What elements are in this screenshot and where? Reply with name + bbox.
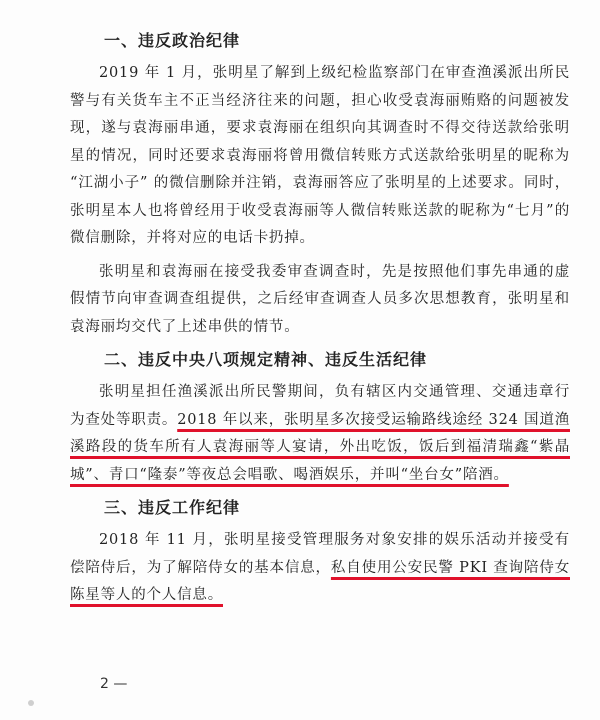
section-3-text: 2018 年 11 月，张明星接受管理服务对象安排的娱乐活动并接受有偿陪侍后，为了解陪侍女的基本信息， <box>70 532 570 576</box>
page-number-value: 2 <box>100 676 109 692</box>
section-2-text: 张明星担任渔溪派出所民警期间，负有辖区内交通管理、交通违章行为查处等职责。 <box>70 384 570 428</box>
page-number-dash: — <box>113 676 128 692</box>
page-number <box>100 676 127 692</box>
section-heading-3: 三、违反工作纪律 <box>104 498 241 517</box>
section-1-paragraph-1: 2019 年 1 月，张明星了解到上级纪检监察部门在审查渔溪派出所民警与有关货车主不正当经济往来的问题，担心收受袁海丽贿赂的问题被发现，遂与袁海丽串通，要求袁海丽在组织向其调查时不得交待送款给张明星的情况，同时还要求袁海丽将曾用微信转账方式送款给张明星的昵称为 “江湖小子” 的微信删除并注销，袁海丽答应了张明星的上述要求。同时，张明星本人也将曾经用于收受袁海丽等人微信转账送款的昵称为“七月”的微信删除，并将对应的电话卡扔掉。 <box>70 65 570 246</box>
section-2-paragraph <box>70 379 570 489</box>
document-body <box>70 28 570 616</box>
section-3-paragraph <box>70 527 570 610</box>
section-3-highlighted-text: 私自使用公安民警 PKI 查询陪侍女陈星等人的个人信息。 <box>70 559 570 603</box>
scan-dot-mark <box>28 700 34 706</box>
section-2-highlighted-text: 2018 年以来，张明星多次接受运输路线途经 324 国道渔溪路段的货车所有人袁海丽等人宴请，外出吃饭，饭后到福清瑞鑫“紫晶城”、青口“隆泰”等夜总会唱歌、喝酒娱乐，并叫“坐台女”陪酒。 <box>70 411 570 483</box>
section-1-paragraph-2: 张明星和袁海丽在接受我委审查调查时，先是按照他们事先串通的虚假情节向审查调查组提供，之后经审查调查人员多次思想教育，张明星和袁海丽均交代了上述串供的情节。 <box>70 263 570 335</box>
section-heading-1: 一、违反政治纪律 <box>104 31 241 50</box>
section-heading-2: 二、违反中央八项规定精神、违反生活纪律 <box>104 350 428 369</box>
